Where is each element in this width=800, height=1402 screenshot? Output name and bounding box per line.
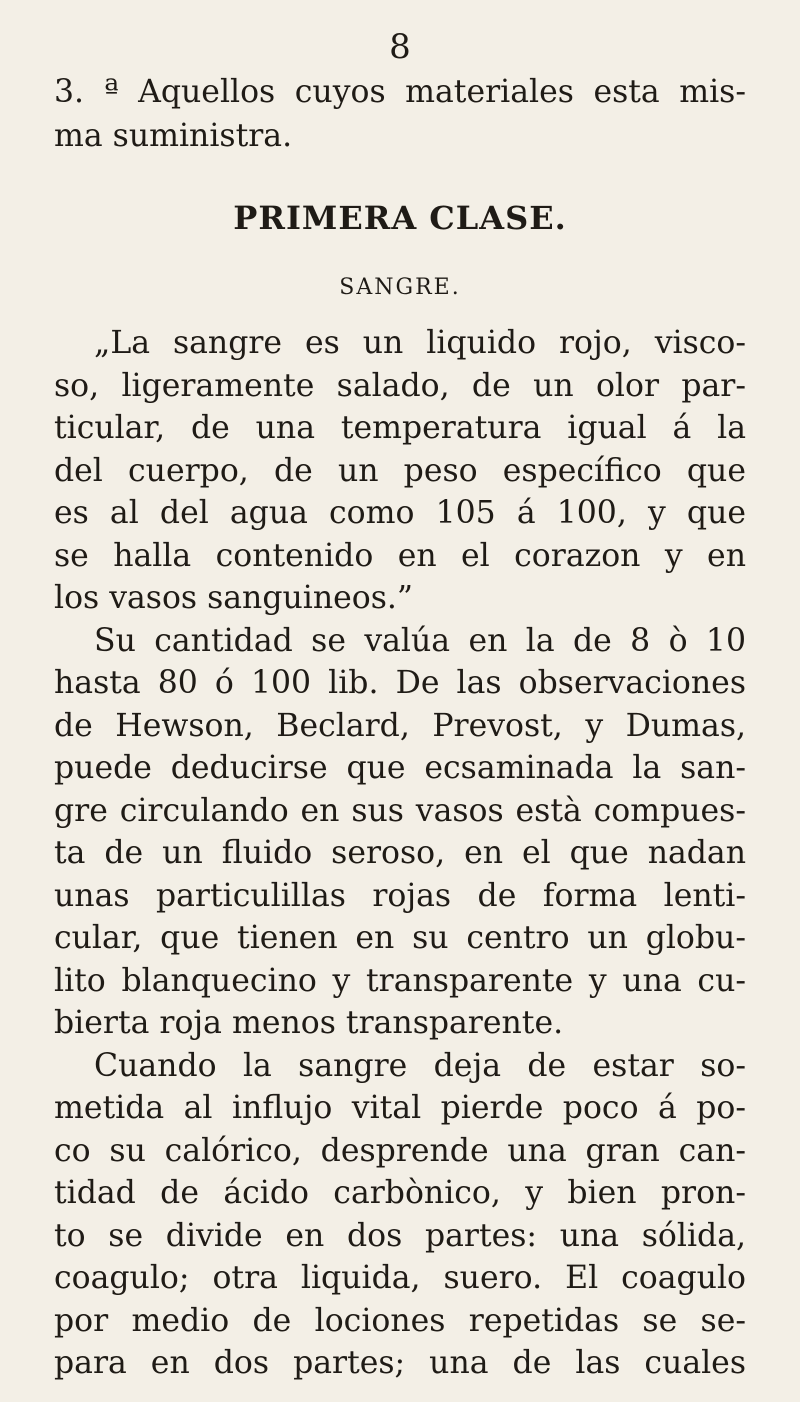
text-line: co su calórico, desprende una gran can- — [54, 1132, 746, 1169]
text-line: Cuando la sangre deja de estar so- — [94, 1047, 746, 1084]
text-line: coagulo; otra liquida, suero. El coagulo — [54, 1260, 746, 1296]
text-line: del cuerpo, de un peso específico que — [54, 452, 746, 489]
item-line: ma suministra. — [54, 118, 293, 154]
text-line: hasta 80 ó 100 lib. De las observaciones — [54, 665, 746, 701]
section-heading: SANGRE. — [339, 275, 461, 300]
text-line: to se divide en dos partes: una sólida, — [54, 1217, 746, 1254]
text-line: de Hewson, Beclard, Prevost, y Dumas, — [54, 707, 746, 744]
text-line: „La sangre es un liquido rojo, visco- — [94, 325, 746, 361]
text-line: Su cantidad se valúa en la de 8 ò 10 — [94, 622, 746, 659]
text-line: tidad de ácido carbònico, y bien pron- — [54, 1175, 746, 1211]
text-line: para en dos partes; una de las cuales — [54, 1345, 746, 1381]
text-line: ta de un fluido seroso, en el que nadan — [54, 835, 746, 871]
body-text — [54, 322, 746, 1385]
text-line: lito blanquecino y transparente y una cu- — [54, 962, 746, 999]
page-content — [54, 70, 746, 1385]
text-line: se halla contenido en el corazon y en — [54, 537, 746, 574]
item-line: 3. ª Aquellos cuyos materiales esta mis- — [54, 74, 746, 110]
text-line: gre circulando en sus vasos està compues- — [54, 792, 746, 829]
text-line: unas particulillas rojas de forma lenti- — [54, 877, 746, 914]
text-line: los vasos sanguineos.” — [54, 580, 414, 616]
class-heading: PRIMERA CLASE. — [233, 199, 567, 237]
text-line: metida al influjo vital pierde poco á po- — [54, 1090, 746, 1126]
text-line: cular, que tienen en su centro un globu- — [54, 920, 746, 956]
text-line: so, ligeramente salado, de un olor par- — [54, 367, 746, 404]
text-line: ticular, de una temperatura igual á la — [54, 410, 746, 446]
page-number: 8 — [389, 27, 411, 67]
text-line: es al del agua como 105 á 100, y que — [54, 495, 746, 531]
text-line: por medio de lociones repetidas se se- — [54, 1302, 746, 1339]
text-line: puede deducirse que ecsaminada la san- — [54, 750, 746, 786]
text-line: bierta roja menos transparente. — [54, 1005, 564, 1041]
